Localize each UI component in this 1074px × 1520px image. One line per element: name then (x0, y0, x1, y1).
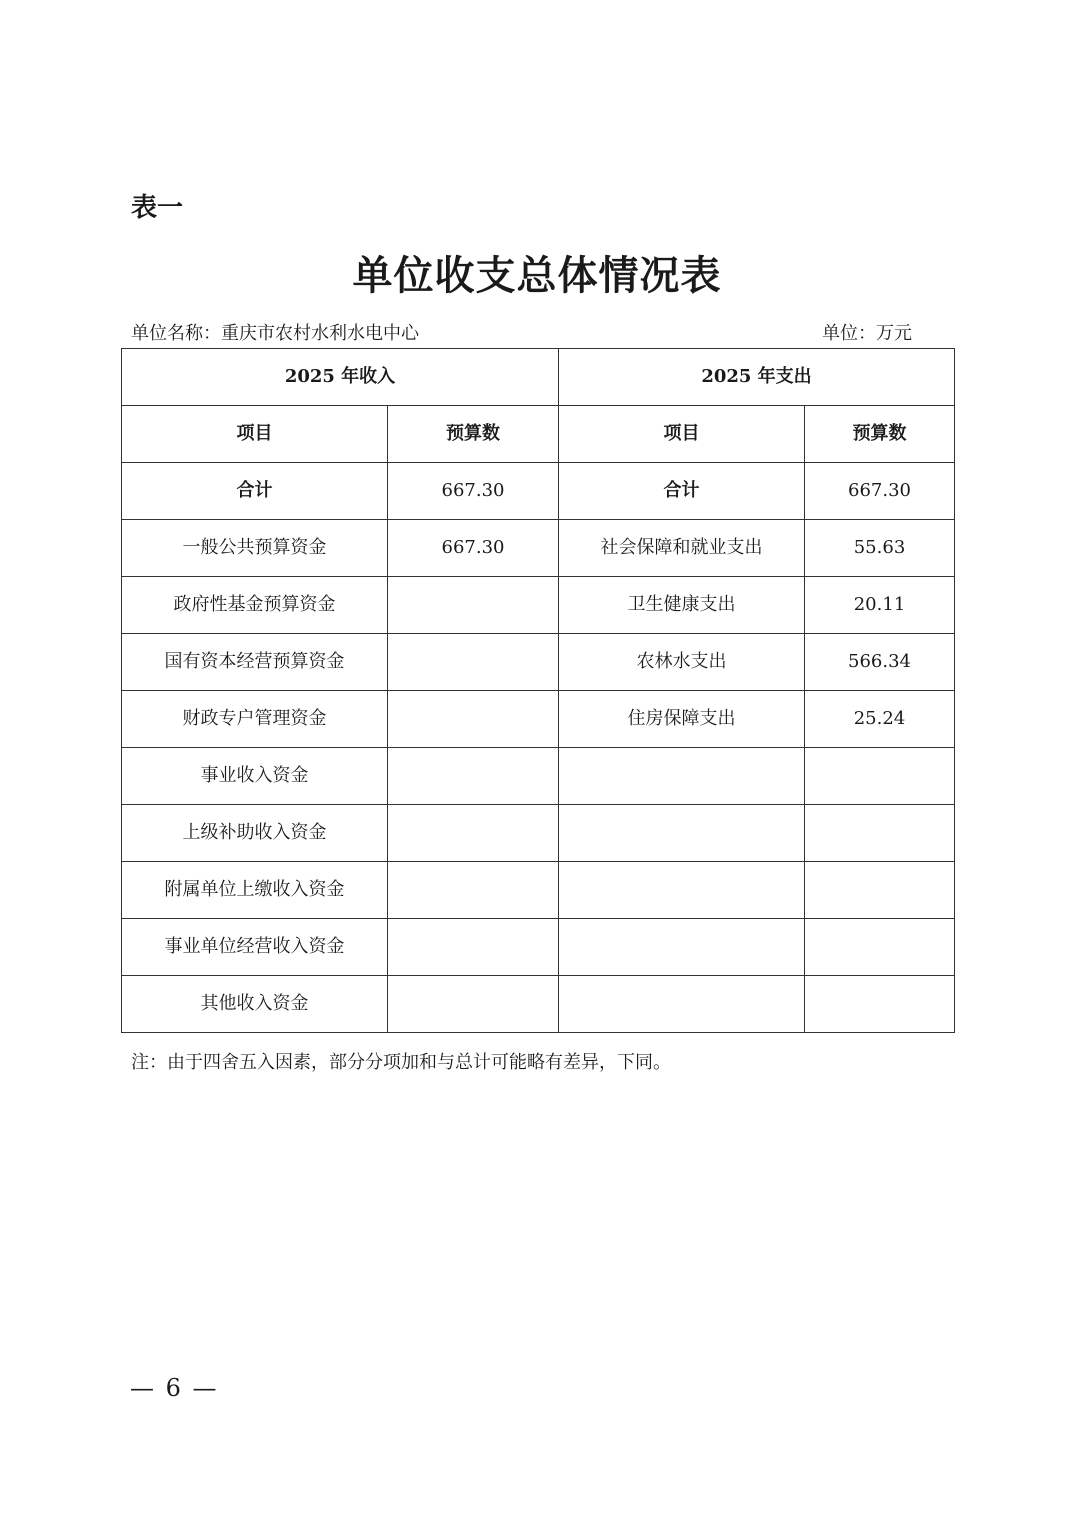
income-value (388, 862, 559, 919)
expense-value (805, 748, 955, 805)
income-value (388, 805, 559, 862)
expense-item (559, 976, 805, 1033)
expense-value: 20.11 (805, 577, 955, 634)
income-budget-column-header: 预算数 (388, 406, 559, 463)
income-header: 2025 年收入 (122, 349, 559, 406)
expense-header: 2025 年支出 (559, 349, 955, 406)
table-row (122, 919, 955, 976)
column-header-row (122, 406, 955, 463)
unit-name: 单位名称：重庆市农村水利水电中心 (131, 323, 419, 344)
income-item: 事业收入资金 (122, 748, 388, 805)
expense-total-label: 合计 (559, 463, 805, 520)
expense-item: 卫生健康支出 (559, 577, 805, 634)
income-value (388, 634, 559, 691)
expense-item (559, 862, 805, 919)
income-value (388, 577, 559, 634)
expense-item (559, 805, 805, 862)
expense-budget-column-header: 预算数 (805, 406, 955, 463)
table-row (122, 805, 955, 862)
table-header-row (122, 349, 955, 406)
income-total-label: 合计 (122, 463, 388, 520)
expense-item (559, 919, 805, 976)
expense-value (805, 976, 955, 1033)
footnote: 注：由于四舍五入因素，部分分项加和与总计可能略有差异，下同。 (131, 1052, 671, 1073)
income-item: 财政专户管理资金 (122, 691, 388, 748)
currency-unit: 单位：万元 (822, 323, 912, 344)
expense-item: 农林水支出 (559, 634, 805, 691)
expense-item: 住房保障支出 (559, 691, 805, 748)
income-item-column-header: 项目 (122, 406, 388, 463)
expense-item-column-header: 项目 (559, 406, 805, 463)
expense-item (559, 748, 805, 805)
table-row (122, 577, 955, 634)
budget-table (121, 348, 955, 1033)
table-row (122, 691, 955, 748)
income-value (388, 691, 559, 748)
expense-value (805, 862, 955, 919)
income-item: 国有资本经营预算资金 (122, 634, 388, 691)
expense-value: 566.34 (805, 634, 955, 691)
expense-value: 25.24 (805, 691, 955, 748)
total-row (122, 463, 955, 520)
income-item: 一般公共预算资金 (122, 520, 388, 577)
expense-value (805, 919, 955, 976)
expense-total-value: 667.30 (805, 463, 955, 520)
page-number: — 6 — (130, 1374, 219, 1402)
table-label: 表一 (131, 193, 184, 223)
table-row (122, 520, 955, 577)
income-item: 上级补助收入资金 (122, 805, 388, 862)
income-total-value: 667.30 (388, 463, 559, 520)
table-row (122, 862, 955, 919)
income-item: 附属单位上缴收入资金 (122, 862, 388, 919)
expense-value (805, 805, 955, 862)
table-row (122, 634, 955, 691)
income-value (388, 976, 559, 1033)
income-value (388, 748, 559, 805)
income-item: 政府性基金预算资金 (122, 577, 388, 634)
income-item: 事业单位经营收入资金 (122, 919, 388, 976)
expense-item: 社会保障和就业支出 (559, 520, 805, 577)
table-row (122, 976, 955, 1033)
page-title: 单位收支总体情况表 (352, 252, 722, 299)
income-value (388, 919, 559, 976)
table-row (122, 748, 955, 805)
expense-value: 55.63 (805, 520, 955, 577)
income-item: 其他收入资金 (122, 976, 388, 1033)
income-value: 667.30 (388, 520, 559, 577)
